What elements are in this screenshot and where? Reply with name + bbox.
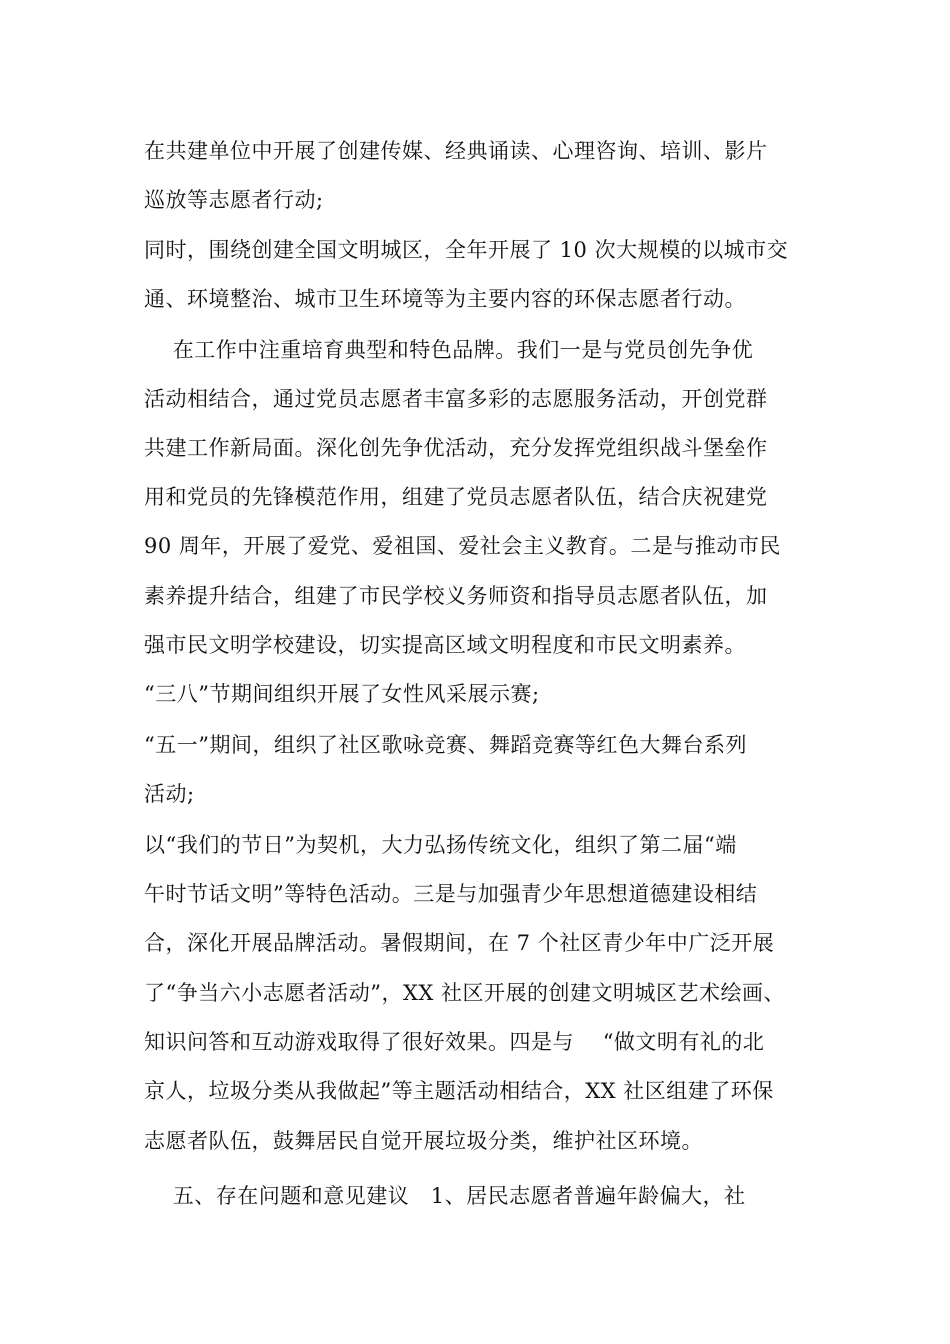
- text-line: 共建工作新局面。深化创先争优活动，充分发挥党组织战斗堡垒作: [144, 436, 768, 460]
- text-line: 同时，围绕创建全国文明城区，全年开展了 10 次大规模的以城市交: [144, 238, 789, 262]
- text-line: 通、环境整治、城市卫生环境等为主要内容的环保志愿者行动。: [144, 287, 746, 311]
- text-line: 巡放等志愿者行动;: [144, 188, 324, 212]
- text-line: 了“争当六小志愿者活动”，XX 社区开展的创建文明城区艺术绘画、: [144, 981, 786, 1005]
- text-line: “三八”节期间组织开展了女性风采展示赛;: [144, 682, 540, 706]
- paragraph-start-line: 在工作中注重培育典型和特色品牌。我们一是与党员创先争优: [144, 338, 754, 362]
- text-line: 在共建单位中开展了创建传媒、经典诵读、心理咨询、培训、影片: [144, 139, 768, 163]
- text-line: 合，深化开展品牌活动。暑假期间，在 7 个社区青少年中广泛开展: [144, 931, 775, 955]
- text-line: 志愿者队伍，鼓舞居民自觉开展垃圾分类，维护社区环境。: [144, 1129, 703, 1153]
- text-line: 活动相结合，通过党员志愿者丰富多彩的志愿服务活动，开创党群: [144, 387, 768, 411]
- text-line: 知识问答和互动游戏取得了很好效果。四是与 “做文明有礼的北: [144, 1030, 765, 1054]
- text-line: 用和党员的先锋模范作用，组建了党员志愿者队伍，结合庆祝建党: [144, 485, 768, 509]
- text-line: 以“我们的节日”为契机，大力弘扬传统文化，组织了第二届“端: [144, 833, 737, 857]
- text-line: 京人，垃圾分类从我做起”等主题活动相结合，XX 社区组建了环保: [144, 1079, 774, 1103]
- text-line: “五一”期间，组织了社区歌咏竞赛、舞蹈竞赛等红色大舞台系列: [144, 733, 747, 757]
- text-line: 午时节话文明”等特色活动。三是与加强青少年思想道德建设相结: [144, 882, 758, 906]
- text-line: 90 周年，开展了爱党、爱祖国、爱社会主义教育。二是与推动市民: [144, 534, 781, 558]
- text-line: 强市民文明学校建设，切实提高区域文明程度和市民文明素养。: [144, 633, 746, 657]
- text-line: 活动;: [144, 782, 195, 806]
- section-heading-line: 五、存在问题和意见建议 1、居民志愿者普遍年龄偏大，社: [144, 1184, 746, 1208]
- text-line: 素养提升结合，组建了市民学校义务师资和指导员志愿者队伍，加: [144, 584, 768, 608]
